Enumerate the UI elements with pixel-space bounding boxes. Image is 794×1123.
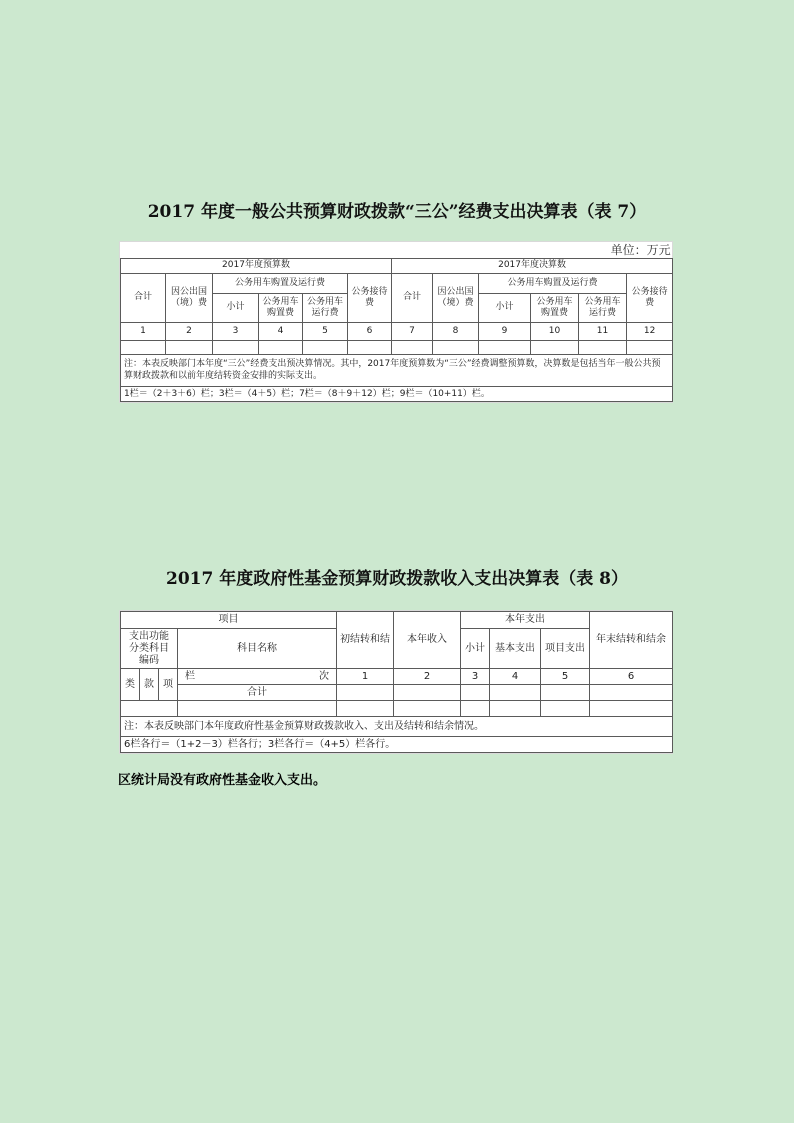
table7-formula: 1栏＝（2＋3＋6）栏；3栏＝（4＋5）栏；7栏＝（8＋9＋12）栏；9栏＝（10+11）栏。 [121,386,673,401]
budget-abroad-header: 因公出国（境）费 [166,273,213,322]
budget-vehicle-group-header: 公务用车购置及运行费 [213,273,348,293]
column-number: 3 [213,322,259,340]
budget-header: 2017年度预算数 [121,258,392,273]
empty-cell [166,340,213,354]
column-number: 1 [337,669,394,685]
table7-container [120,242,672,402]
table8-container [120,611,672,753]
table7-title: 2017 年度一般公共预算财政拨款“三公”经费支出决算表（表 7） [147,202,647,222]
empty-cell [337,701,394,717]
empty-cell [259,340,303,354]
empty-cell [531,340,579,354]
column-number: 5 [303,322,348,340]
empty-cell [337,685,394,701]
income-header: 本年收入 [394,612,461,669]
table8-note: 注：本表反映部门本年度政府性基金预算财政拨款收入、支出及结转和结余情况。 [121,717,673,737]
empty-cell [579,340,627,354]
carryover-begin-header: 初结转和结 [337,612,394,669]
function-code-header: 支出功能分类科目编码 [121,629,178,669]
empty-cell [590,685,673,701]
item-code-header: 项 [159,669,178,701]
subject-name-header: 科目名称 [178,629,337,669]
expenditure-header: 本年支出 [461,612,590,629]
final-vehicle-purchase-header: 公务用车购置费 [531,293,579,322]
no-fund-statement: 区统计局没有政府性基金收入支出。 [118,773,327,788]
row-label-right: 次 [319,670,329,682]
table7-note: 注：本表反映部门本年度“三公”经费支出预决算情况。其中，2017年度预算数为“三公”经费调整预算数，决算数是包括当年一般公共预算财政拨款和以前年度结转资金安排的实际支出。 [121,354,673,386]
column-number: 4 [259,322,303,340]
empty-cell [121,701,178,717]
subtotal-header: 小计 [461,629,490,669]
empty-cell [490,701,541,717]
empty-cell [433,340,479,354]
empty-cell [394,685,461,701]
budget-total-header: 合计 [121,273,166,322]
project-expenditure-header: 项目支出 [541,629,590,669]
row-label-left: 栏 [185,670,195,682]
empty-cell [461,685,490,701]
empty-cell [461,701,490,717]
carryover-end-header: 年末结转和结余 [590,612,673,669]
column-number: 6 [348,322,392,340]
final-header: 2017年度决算数 [392,258,673,273]
table8 [120,611,673,753]
budget-vehicle-purchase-header: 公务用车购置费 [259,293,303,322]
final-reception-header: 公务接待费 [627,273,673,322]
empty-cell [348,340,392,354]
item-header: 项目 [121,612,337,629]
budget-reception-header: 公务接待费 [348,273,392,322]
empty-cell [541,685,590,701]
class-header: 类 [121,669,140,701]
column-number: 12 [627,322,673,340]
section-header: 款 [140,669,159,701]
column-number: 7 [392,322,433,340]
final-abroad-header: 因公出国（境）费 [433,273,479,322]
column-number: 4 [490,669,541,685]
final-subtotal-header: 小计 [479,293,531,322]
column-number: 8 [433,322,479,340]
budget-vehicle-operation-header: 公务用车运行费 [303,293,348,322]
empty-cell [394,701,461,717]
total-row-label: 合计 [178,685,337,701]
column-number: 11 [579,322,627,340]
final-vehicle-group-header: 公务用车购置及运行费 [479,273,627,293]
column-number: 6 [590,669,673,685]
empty-cell [590,701,673,717]
final-total-header: 合计 [392,273,433,322]
basic-expenditure-header: 基本支出 [490,629,541,669]
unit-label: 单位：万元 [610,242,671,257]
table8-title: 2017 年度政府性基金预算财政拨款收入支出决算表（表 8） [166,569,628,589]
empty-cell [121,340,166,354]
column-number: 9 [479,322,531,340]
empty-cell [213,340,259,354]
budget-subtotal-header: 小计 [213,293,259,322]
empty-cell [627,340,673,354]
column-number: 2 [394,669,461,685]
column-number: 1 [121,322,166,340]
empty-cell [392,340,433,354]
empty-cell [479,340,531,354]
column-number: 10 [531,322,579,340]
column-number: 3 [461,669,490,685]
empty-cell [490,685,541,701]
column-number: 5 [541,669,590,685]
empty-cell [541,701,590,717]
final-vehicle-operation-header: 公务用车运行费 [579,293,627,322]
empty-cell [178,701,337,717]
table8-formula: 6栏各行＝（1+2－3）栏各行；3栏各行＝（4+5）栏各行。 [121,737,673,753]
table7 [120,242,673,402]
row-column-label [178,669,337,685]
column-number: 2 [166,322,213,340]
empty-cell [303,340,348,354]
